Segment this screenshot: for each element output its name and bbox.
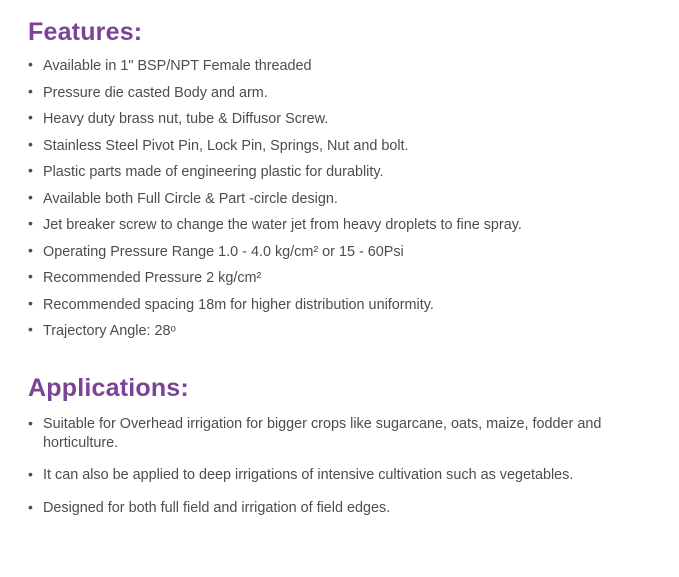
list-item: • Available both Full Circle & Part -circle design. [28, 190, 655, 208]
applications-list [28, 415, 655, 518]
list-item: • Recommended Pressure 2 kg/cm² [28, 269, 655, 287]
list-item: • Stainless Steel Pivot Pin, Lock Pin, Springs, Nut and bolt. [28, 137, 655, 155]
list-item: • Available in 1" BSP/NPT Female threaded [28, 57, 655, 75]
features-heading: Features: [28, 18, 143, 46]
list-item: • Trajectory Angle: 28ᵒ [28, 322, 655, 340]
list-item: • Heavy duty brass nut, tube & Diffusor Screw. [28, 110, 655, 128]
list-item: • Pressure die casted Body and arm. [28, 84, 655, 102]
list-item: • Operating Pressure Range 1.0 - 4.0 kg/cm² or 15 - 60Psi [28, 243, 655, 261]
applications-heading: Applications: [28, 374, 189, 402]
list-item: • Jet breaker screw to change the water jet from heavy droplets to fine spray. [28, 216, 655, 234]
list-item: • Recommended spacing 18m for higher distribution uniformity. [28, 296, 655, 314]
features-list [28, 57, 655, 340]
list-item: • Suitable for Overhead irrigation for bigger crops like sugarcane, oats, maize, fodder and horticulture. [28, 415, 655, 452]
applications-section [28, 374, 655, 518]
list-item: • Plastic parts made of engineering plastic for durablity. [28, 163, 655, 181]
list-item: • Designed for both full field and irrigation of field edges. [28, 499, 655, 518]
list-item: • It can also be applied to deep irrigations of intensive cultivation such as vegetables. [28, 466, 655, 485]
features-section [28, 18, 655, 340]
